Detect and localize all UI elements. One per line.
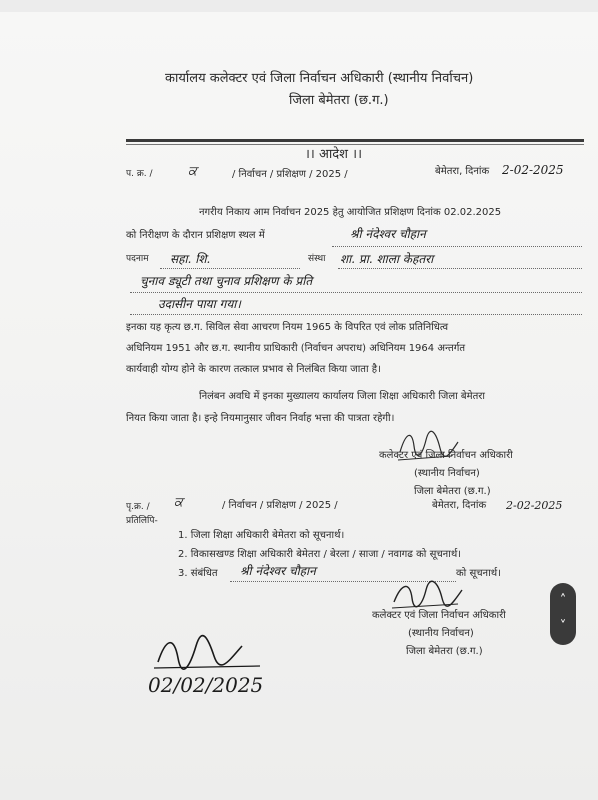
designation-label: पदनाम [126, 254, 149, 264]
institution-dotted-line [338, 268, 582, 269]
receipt-signature [150, 632, 270, 672]
ref-subject: / निर्वाचन / प्रशिक्षण / 2025 / [232, 169, 348, 180]
collector-signature-2 [388, 578, 478, 614]
endorsement-date-handwritten: 2-02-2025 [506, 499, 563, 512]
copy-label: प्रतिलिपि- [126, 516, 158, 526]
signature1-sub: (स्थानीय निर्वाचन) [414, 468, 480, 479]
endorsement-ref-subject: / निर्वाचन / प्रशिक्षण / 2025 / [222, 500, 338, 511]
signature1-district: जिला बेमेतरा (छ.ग.) [414, 486, 491, 497]
ref-place-date-label: बेमेतरा, दिनांक [435, 166, 490, 177]
para1-line5: इनका यह कृत्य छ.ग. सिविल सेवा आचरण नियम 1965 के विपरित एवं लोक प्रतिनिधित्व [126, 322, 449, 333]
ref-number-handwritten: ਕ [188, 164, 197, 179]
order-title: ।। आदेश ।। [305, 147, 363, 162]
para2-line2: नियत किया जाता है। इन्हे नियमानुसार जीवन निर्वाह भत्ता की पात्रता रहेगी। [126, 413, 395, 424]
reason-dotted-line-2 [130, 314, 582, 315]
document-page [0, 12, 598, 800]
designation-dotted-line [160, 268, 300, 269]
para1-line1: नगरीय निकाय आम निर्वाचन 2025 हेतु आयोजित प्रशिक्षण दिनांक 02.02.2025 [199, 207, 502, 218]
signature2-sub: (स्थानीय निर्वाचन) [408, 628, 474, 639]
reason-line2-handwritten: उदासीन पाया गया। [158, 297, 241, 311]
scroll-up-icon[interactable]: ˄ [559, 593, 567, 608]
endorsement-ref-number-handwritten: ਕ [174, 495, 183, 510]
signature2-title: कलेक्टर एवं जिला निर्वाचन अधिकारी [372, 610, 506, 621]
copy-item-1: 1. जिला शिक्षा अधिकारी बेमेतरा को सूचनार्थ। [178, 530, 345, 541]
viewer-top-bar [0, 0, 598, 12]
ref-prefix: प. क्र. / [126, 169, 153, 179]
para1-line2: को निरीक्षण के दौरान प्रशिक्षण स्थल में [126, 230, 265, 241]
institution-label: संस्था [308, 254, 326, 264]
endorsement-ref-prefix: पृ.क्र. / [126, 502, 150, 512]
endorsement-place-date-label: बेमेतरा, दिनांक [432, 500, 487, 511]
para2-line1: निलंबन अवधि में इनका मुख्यालय कार्यालय जिला शिक्षा अधिकारी जिला बेमेतरा [199, 391, 485, 402]
reason-line1-handwritten: चुनाव ड्यूटी तथा चुनाव प्रशिक्षण के प्रति [140, 274, 313, 288]
name-dotted-line [332, 246, 582, 247]
copy-item-3: 3. संबंधित [178, 568, 218, 579]
header-rule-thin [126, 144, 584, 145]
office-heading: कार्यालय कलेक्टर एवं जिला निर्वाचन अधिकारी (स्थानीय निर्वाचन) [165, 71, 474, 86]
signature2-district: जिला बेमेतरा (छ.ग.) [406, 646, 483, 657]
institution-handwritten: शा. प्रा. शाला केहतरा [340, 252, 434, 266]
ref-date-handwritten: 2-02-2025 [502, 163, 564, 177]
receipt-date-handwritten: 02/02/2025 [148, 673, 264, 697]
para1-line6: अधिनियम 1951 और छ.ग. स्थानीय प्राधिकारी (निर्वाचन अपराध) अधिनियम 1964 अन्तर्गत [126, 343, 466, 354]
copy-item-2: 2. विकासखण्ड शिक्षा अधिकारी बेमेतरा / बेरला / साजा / नवागढ को सूचनार्थ। [178, 549, 461, 560]
district-heading: जिला बेमेतरा (छ.ग.) [289, 93, 389, 108]
page-scroll-control[interactable] [550, 583, 576, 645]
copy-item-3-suffix: को सूचनार्थ। [456, 568, 501, 579]
header-rule [126, 139, 584, 142]
signature1-title: कलेक्टर एवं जिला निर्वाचन अधिकारी [379, 450, 513, 461]
employee-name-handwritten: श्री नंदेश्वर चौहान [350, 227, 426, 241]
reason-dotted-line-1 [130, 292, 582, 293]
designation-handwritten: सहा. शि. [170, 252, 211, 266]
copy3-name-handwritten: श्री नंदेश्वर चौहान [240, 564, 316, 578]
scroll-down-icon[interactable]: ˅ [559, 619, 567, 634]
para1-line7: कार्यवाही योग्य होने के कारण तत्काल प्रभाव से निलंबित किया जाता है। [126, 364, 381, 375]
